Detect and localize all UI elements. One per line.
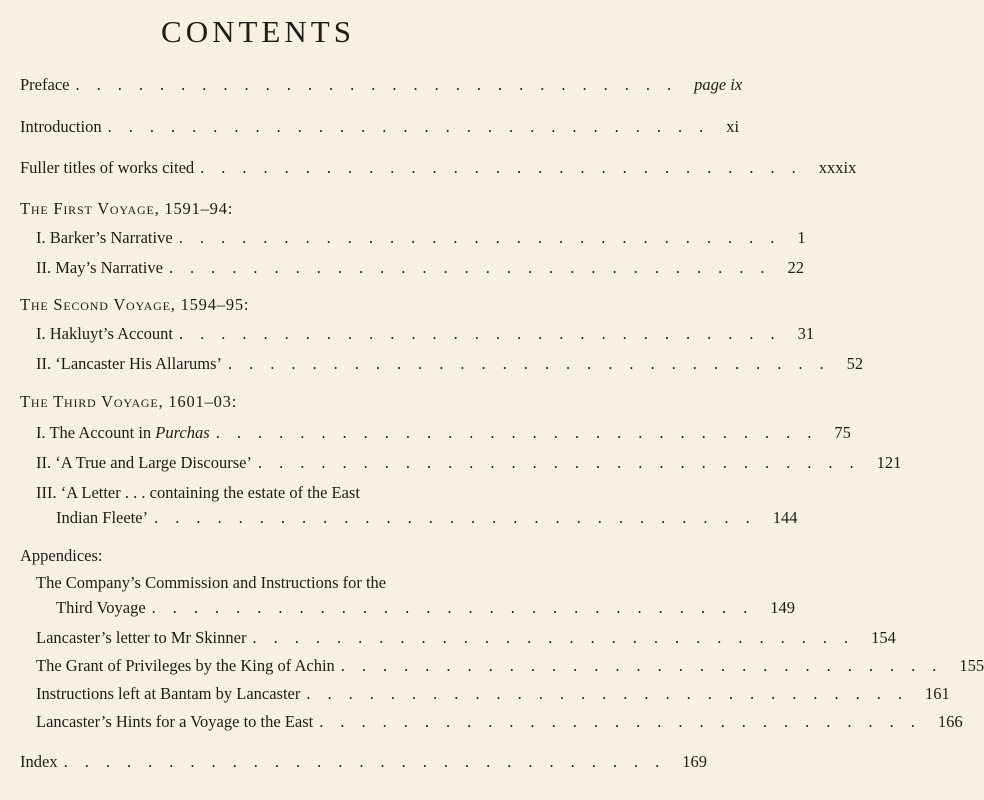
toc-page: 144 xyxy=(772,508,798,527)
toc-page: 75 xyxy=(834,423,851,442)
toc-page: 22 xyxy=(787,258,805,277)
section-heading-appendices: Appendices: xyxy=(20,546,103,565)
leader-dots: ............................. xyxy=(257,453,871,472)
toc-label: Instructions left at Bantam by Lancaster xyxy=(36,684,301,703)
toc-label: Preface xyxy=(20,75,70,94)
leader-dots: ............................. xyxy=(151,598,765,617)
toc-label: II. ‘A True and Large Discourse’ xyxy=(36,453,252,472)
toc-entry-index xyxy=(20,752,707,772)
toc-page: 166 xyxy=(937,712,963,731)
toc-label: Fuller titles of works cited xyxy=(20,158,195,177)
leader-dots: ............................. xyxy=(63,752,677,771)
toc-page: xi xyxy=(726,117,740,136)
leader-dots: ............................. xyxy=(228,354,841,373)
page-title: CONTENTS xyxy=(161,14,355,49)
toc-page: 154 xyxy=(871,628,896,647)
toc-label: II. ‘Lancaster His Allarums’ xyxy=(36,354,223,373)
toc-page: 155 xyxy=(959,656,984,675)
section-heading-first-voyage: The First Voyage, 1591–94: xyxy=(20,199,234,218)
section-heading-third-voyage: The Third Voyage, 1601–03: xyxy=(20,392,238,411)
leader-dots: ............................. xyxy=(215,423,829,442)
toc-entry xyxy=(36,656,984,676)
toc-entry xyxy=(36,228,806,248)
leader-dots: ............................. xyxy=(107,117,721,136)
toc-entry-preface xyxy=(20,75,743,95)
toc-entry xyxy=(36,628,896,648)
leader-dots: ............................. xyxy=(340,656,954,675)
toc-label: I. Barker’s Narrative xyxy=(36,228,173,247)
toc-entry xyxy=(36,423,851,443)
toc-page: 169 xyxy=(682,752,707,771)
leader-dots: ............................. xyxy=(168,258,782,277)
toc-page: xxxix xyxy=(818,158,857,177)
toc-entry xyxy=(36,712,963,732)
section-heading-second-voyage: The Second Voyage, 1594–95: xyxy=(20,295,250,314)
toc-entry xyxy=(36,453,902,473)
toc-label: The Grant of Privileges by the King of Achin xyxy=(36,656,335,675)
toc-label: Introduction xyxy=(20,117,102,136)
leader-dots: ............................. xyxy=(178,228,792,247)
toc-entry xyxy=(36,354,864,374)
leader-dots: ............................. xyxy=(306,684,919,703)
toc-page: 52 xyxy=(846,354,864,373)
toc-page: 149 xyxy=(770,598,796,617)
toc-entry-line1: III. ‘A Letter . . . containing the estate of the East xyxy=(36,483,360,502)
toc-label: II. May’s Narrative xyxy=(36,258,163,277)
toc-page: 121 xyxy=(876,453,902,472)
toc-page: page ix xyxy=(694,75,743,94)
leader-dots: ............................. xyxy=(200,158,813,177)
toc-label: I. The Account in Purchas xyxy=(36,423,210,442)
toc-label: Index xyxy=(20,752,58,771)
toc-entry xyxy=(56,598,796,618)
toc-entry-line1: The Company’s Commission and Instructions for the xyxy=(36,573,387,592)
toc-label: I. Hakluyt’s Account xyxy=(36,324,174,343)
toc-entry-introduction xyxy=(20,117,740,137)
toc-page: 161 xyxy=(925,684,950,703)
toc-label: Third Voyage xyxy=(56,598,146,617)
toc-entry xyxy=(56,508,798,528)
leader-dots: ............................. xyxy=(179,324,792,343)
toc-entry-fuller-titles xyxy=(20,158,857,178)
leader-dots: ............................. xyxy=(154,508,767,527)
toc-entry xyxy=(36,684,950,704)
toc-label: Lancaster’s letter to Mr Skinner xyxy=(36,628,247,647)
toc-page: 31 xyxy=(797,324,815,343)
toc-entry xyxy=(36,258,805,278)
toc-entry xyxy=(36,324,815,344)
toc-label: Lancaster’s Hints for a Voyage to the East xyxy=(36,712,314,731)
toc-label: Indian Fleete’ xyxy=(56,508,149,527)
leader-dots: ............................. xyxy=(75,75,689,94)
leader-dots: ............................. xyxy=(252,628,866,647)
toc-page: 1 xyxy=(797,228,806,247)
leader-dots: ............................. xyxy=(319,712,932,731)
